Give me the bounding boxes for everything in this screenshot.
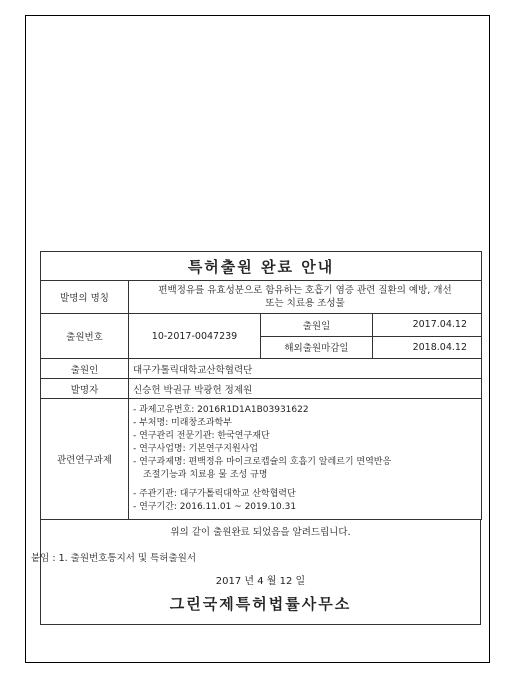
document-title: 특허출원 완료 안내 [41, 252, 482, 281]
invention-label: 발명의 명칭 [41, 281, 129, 314]
foreign-deadline-label: 해외출원마감일 [261, 336, 373, 359]
attachment-note: 붙임 : 1. 출원번호통지서 및 특허출원서 [31, 553, 197, 564]
office-name: 그린국제특허법률사무소 [169, 595, 352, 613]
applicant-value: 대구가톨릭대학교산학협력단 [129, 359, 482, 379]
research-item: - 주관기관: 대구가톨릭대학교 산학협력단 [133, 489, 296, 499]
inventors-label: 발명자 [41, 379, 129, 399]
filing-date: 2017.04.12 [373, 314, 482, 337]
research-item: - 연구관리 전문기관: 한국연구재단 [133, 431, 270, 441]
invention-title-line1: 편백정유를 유효성분으로 함유하는 호흡기 염증 관련 질환의 예방, 개선 [158, 285, 452, 296]
research-details [129, 399, 482, 520]
research-item: - 부처명: 미래창조과학부 [133, 418, 232, 428]
filing-date-label: 출원일 [261, 314, 373, 337]
application-number-label: 출원번호 [41, 314, 129, 359]
invention-title [129, 281, 482, 314]
research-item: - 연구기간: 2016.11.01 ~ 2019.10.31 [133, 502, 297, 512]
inventors-value: 신승헌 박권규 박광헌 정제원 [129, 379, 482, 399]
research-label: 관련연구과제 [41, 399, 129, 520]
closing-area [31, 520, 481, 625]
research-item: - 연구과제명: 편백정유 마이크로캡슐의 호흡기 알레르기 면역반응 [133, 457, 392, 467]
invention-title-line2: 또는 치료용 조성물 [265, 298, 345, 309]
research-item: - 과제고유번호: 2016R1D1A1B03931622 [133, 405, 309, 415]
research-item: - 연구사업명: 기본연구지원사업 [133, 444, 259, 454]
closing-text: 위의 같이 출원완료 되었음을 알려드립니다. [170, 527, 351, 538]
application-number: 10-2017-0047239 [129, 314, 261, 359]
research-item: 조절기능과 치료용 물 조성 규명 [143, 470, 268, 480]
issue-date: 2017 년 4 월 12 일 [215, 576, 306, 587]
notice-table [40, 251, 482, 520]
notice-document [31, 251, 481, 625]
applicant-label: 출원인 [41, 359, 129, 379]
foreign-deadline: 2018.04.12 [373, 336, 482, 359]
